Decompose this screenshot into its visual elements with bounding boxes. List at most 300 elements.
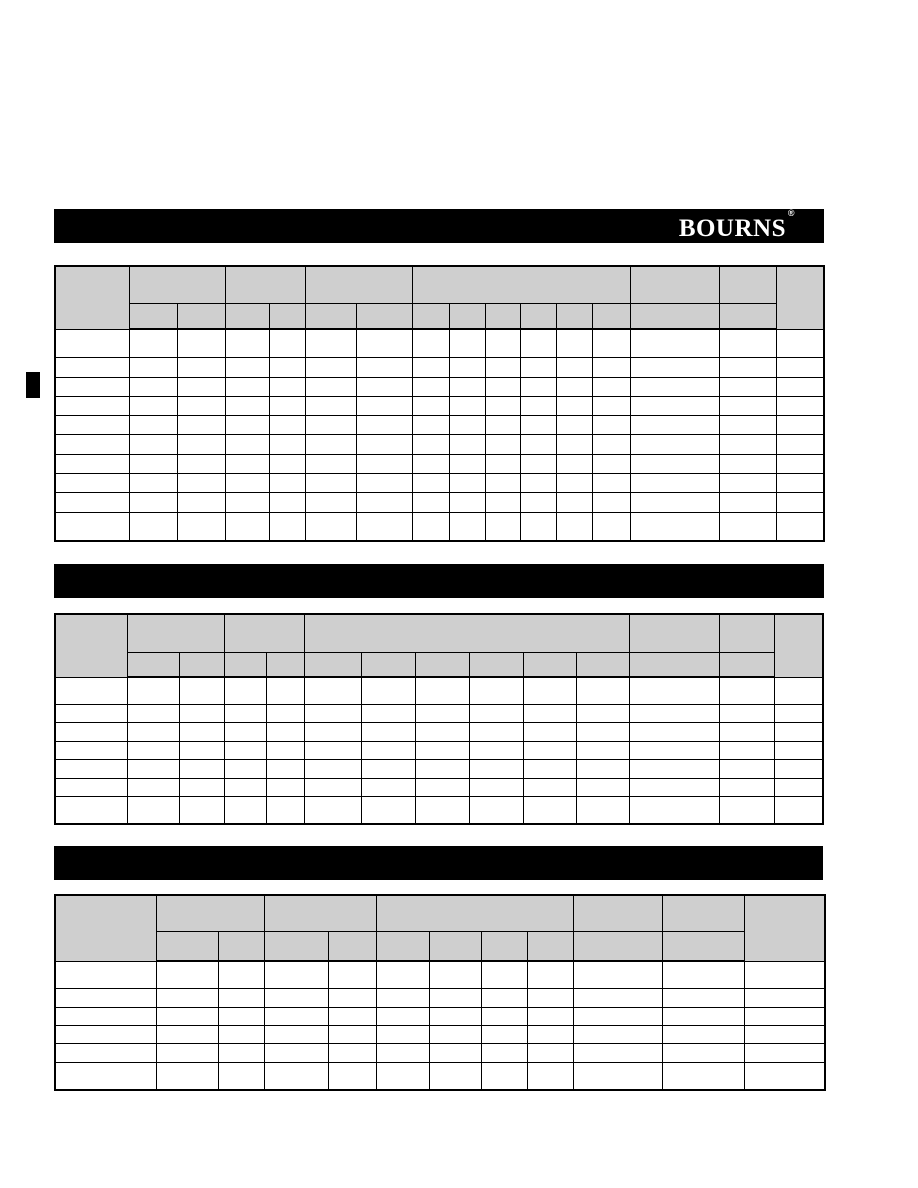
- table-cell: [361, 677, 415, 705]
- table-cell: [177, 512, 225, 541]
- table-cell: [556, 329, 592, 358]
- table-cell: [429, 1062, 481, 1090]
- header-group: [156, 895, 264, 931]
- table-cell: [225, 329, 269, 358]
- table-cell: [662, 1025, 744, 1043]
- table-cell: [776, 377, 824, 396]
- table-cell: [556, 512, 592, 541]
- table-row: [55, 741, 823, 759]
- table-cell: [449, 435, 485, 454]
- table-cell: [485, 493, 520, 512]
- table-cell: [412, 493, 449, 512]
- table-cell: [520, 512, 556, 541]
- table-cell: [744, 1044, 825, 1062]
- table-cell: [218, 989, 264, 1007]
- table-cell: [720, 705, 775, 723]
- table-cell: [527, 961, 573, 989]
- table-cell: [524, 796, 577, 824]
- table-cell: [573, 989, 662, 1007]
- table-cell: [592, 377, 630, 396]
- header-cell: [719, 303, 776, 329]
- table-cell: [361, 796, 415, 824]
- header-group: [127, 614, 224, 652]
- table-cell: [127, 741, 179, 759]
- table-cell: [449, 454, 485, 473]
- table-header: [55, 895, 825, 961]
- table-cell: [556, 454, 592, 473]
- table-cell: [415, 741, 469, 759]
- table-cell: [775, 778, 823, 796]
- table-cell: [267, 778, 305, 796]
- table-cell: [524, 723, 577, 741]
- table-cell: [267, 796, 305, 824]
- table-cell: [225, 723, 267, 741]
- table-cell: [129, 358, 177, 377]
- table-cell: [225, 474, 269, 493]
- bourns-logo: [678, 208, 795, 242]
- table-cell: [776, 358, 824, 377]
- table-cell: [481, 989, 527, 1007]
- table-cell: [592, 358, 630, 377]
- table-cell: [485, 512, 520, 541]
- table-cell: [415, 723, 469, 741]
- table-cell: [524, 741, 577, 759]
- table-row: [55, 377, 824, 396]
- table-cell: [264, 1025, 328, 1043]
- table-cell: [527, 989, 573, 1007]
- header-cell: [577, 652, 629, 677]
- table-cell: [412, 358, 449, 377]
- table-cell: [449, 493, 485, 512]
- table-cell: [127, 760, 179, 778]
- header-cell: [177, 303, 225, 329]
- table-cell: [573, 1044, 662, 1062]
- table-cell: [328, 1007, 376, 1025]
- table-cell: [179, 723, 224, 741]
- table-cell: [305, 778, 361, 796]
- table-cell: [361, 760, 415, 778]
- table-cell: [156, 961, 218, 989]
- table-cell: [520, 435, 556, 454]
- header-group: [629, 614, 719, 652]
- table-cell: [305, 474, 356, 493]
- table-cell: [129, 435, 177, 454]
- table-cell: [361, 723, 415, 741]
- spec-table-1: [54, 265, 825, 542]
- table-header: [55, 266, 824, 329]
- table-cell: [305, 396, 356, 415]
- table-cell: [630, 416, 719, 435]
- table-cell: [55, 493, 129, 512]
- table-cell: [55, 329, 129, 358]
- header-cell: [55, 614, 127, 677]
- table-cell: [577, 677, 629, 705]
- table-cell: [592, 512, 630, 541]
- logo-text: BOURNS: [678, 215, 786, 242]
- table-row: [55, 396, 824, 415]
- table-cell: [776, 474, 824, 493]
- table-cell: [776, 454, 824, 473]
- table-cell: [156, 1062, 218, 1090]
- table-cell: [449, 329, 485, 358]
- table-cell: [744, 1007, 825, 1025]
- table-cell: [776, 493, 824, 512]
- table-cell: [744, 1062, 825, 1090]
- table-cell: [630, 474, 719, 493]
- table-row: [55, 778, 823, 796]
- table-cell: [592, 416, 630, 435]
- table-row: [55, 1007, 825, 1025]
- table-cell: [485, 377, 520, 396]
- table-row: [55, 989, 825, 1007]
- table-cell: [524, 778, 577, 796]
- header-group: [662, 895, 744, 931]
- header-cell: [269, 303, 305, 329]
- table-cell: [177, 358, 225, 377]
- table-cell: [629, 723, 719, 741]
- table-cell: [520, 416, 556, 435]
- table-row: [55, 677, 823, 705]
- table-cell: [527, 1062, 573, 1090]
- header-group: [720, 614, 775, 652]
- table-row: [55, 435, 824, 454]
- table-cell: [225, 512, 269, 541]
- table-cell: [720, 778, 775, 796]
- table-cell: [376, 961, 429, 989]
- table-cell: [55, 723, 127, 741]
- table-cell: [556, 377, 592, 396]
- table-cell: [662, 1007, 744, 1025]
- table-cell: [776, 396, 824, 415]
- table-cell: [269, 377, 305, 396]
- table-cell: [744, 961, 825, 989]
- table-cell: [55, 778, 127, 796]
- header-group: [305, 266, 412, 303]
- table-cell: [719, 454, 776, 473]
- table-cell: [127, 677, 179, 705]
- table-cell: [55, 1062, 156, 1090]
- table-cell: [218, 1044, 264, 1062]
- table-cell: [662, 989, 744, 1007]
- table-cell: [225, 493, 269, 512]
- table-cell: [429, 1044, 481, 1062]
- header-group: [630, 266, 719, 303]
- table-cell: [376, 1062, 429, 1090]
- header-cell: [218, 931, 264, 961]
- table-cell: [225, 778, 267, 796]
- table-cell: [719, 493, 776, 512]
- table-row: [55, 1025, 825, 1043]
- header-cell: [527, 931, 573, 961]
- table-cell: [481, 1044, 527, 1062]
- table-cell: [520, 454, 556, 473]
- table-cell: [264, 1007, 328, 1025]
- table-cell: [556, 416, 592, 435]
- table-cell: [720, 741, 775, 759]
- table-cell: [156, 1007, 218, 1025]
- table-cell: [356, 396, 412, 415]
- table-cell: [218, 1007, 264, 1025]
- table-cell: [225, 796, 267, 824]
- table-cell: [485, 416, 520, 435]
- table-cell: [127, 723, 179, 741]
- table-cell: [55, 961, 156, 989]
- header-cell: [267, 652, 305, 677]
- table-cell: [719, 396, 776, 415]
- table-row: [55, 329, 824, 358]
- table-cell: [156, 1025, 218, 1043]
- table-body: [55, 329, 824, 541]
- header-cell: [305, 303, 356, 329]
- table-cell: [225, 760, 267, 778]
- section-bar-1: [54, 209, 824, 243]
- table-row: [55, 961, 825, 989]
- table-cell: [269, 474, 305, 493]
- table-cell: [55, 796, 127, 824]
- table-cell: [524, 760, 577, 778]
- table-cell: [129, 329, 177, 358]
- header-group: [305, 614, 629, 652]
- header-cell: [485, 303, 520, 329]
- table-cell: [264, 1044, 328, 1062]
- header-cell: [225, 303, 269, 329]
- header-cell: [361, 652, 415, 677]
- table-cell: [356, 377, 412, 396]
- table-row: [55, 705, 823, 723]
- table-body: [55, 961, 825, 1090]
- table-cell: [775, 741, 823, 759]
- table-cell: [225, 416, 269, 435]
- table-cell: [629, 796, 719, 824]
- table-cell: [328, 1025, 376, 1043]
- table-cell: [412, 435, 449, 454]
- table-cell: [218, 961, 264, 989]
- table-cell: [556, 435, 592, 454]
- table-cell: [267, 705, 305, 723]
- table-cell: [481, 961, 527, 989]
- table-cell: [269, 493, 305, 512]
- table-cell: [630, 493, 719, 512]
- table-cell: [356, 329, 412, 358]
- table-cell: [524, 705, 577, 723]
- table-cell: [449, 416, 485, 435]
- table-cell: [177, 396, 225, 415]
- table-cell: [776, 416, 824, 435]
- header-cell: [156, 931, 218, 961]
- header-cell: [328, 931, 376, 961]
- table-cell: [629, 705, 719, 723]
- header-cell: [376, 931, 429, 961]
- table-cell: [485, 329, 520, 358]
- table-cell: [305, 741, 361, 759]
- table-cell: [177, 329, 225, 358]
- table-cell: [305, 512, 356, 541]
- table-cell: [267, 677, 305, 705]
- table-cell: [556, 493, 592, 512]
- table-cell: [356, 435, 412, 454]
- header-cell: [415, 652, 469, 677]
- table-cell: [629, 677, 719, 705]
- table-cell: [225, 454, 269, 473]
- table-cell: [415, 778, 469, 796]
- table-cell: [719, 474, 776, 493]
- section-bar-3: [54, 846, 823, 880]
- header-cell: [776, 266, 824, 329]
- table-cell: [328, 1062, 376, 1090]
- table-cell: [305, 329, 356, 358]
- table-cell: [520, 396, 556, 415]
- table-cell: [267, 741, 305, 759]
- table-cell: [356, 454, 412, 473]
- table-cell: [179, 760, 224, 778]
- table-cell: [55, 358, 129, 377]
- table-cell: [485, 474, 520, 493]
- table-cell: [328, 1044, 376, 1062]
- section-bar-2: [54, 564, 824, 598]
- table-cell: [218, 1062, 264, 1090]
- header-cell: [481, 931, 527, 961]
- table-cell: [429, 1007, 481, 1025]
- table-cell: [719, 416, 776, 435]
- header-cell: [524, 652, 577, 677]
- table-cell: [305, 677, 361, 705]
- table-cell: [449, 396, 485, 415]
- table-cell: [55, 760, 127, 778]
- table-cell: [662, 1044, 744, 1062]
- table-cell: [129, 377, 177, 396]
- table-cell: [485, 454, 520, 473]
- table-cell: [775, 760, 823, 778]
- header-cell: [556, 303, 592, 329]
- header-cell: [356, 303, 412, 329]
- header-cell: [744, 895, 825, 961]
- header-cell: [412, 303, 449, 329]
- table-cell: [719, 329, 776, 358]
- table-cell: [481, 1025, 527, 1043]
- table-cell: [775, 705, 823, 723]
- table-cell: [55, 416, 129, 435]
- header-cell: [720, 652, 775, 677]
- table-cell: [470, 741, 524, 759]
- table-cell: [328, 961, 376, 989]
- table-cell: [527, 1025, 573, 1043]
- table-row: [55, 474, 824, 493]
- table-cell: [719, 512, 776, 541]
- table-cell: [520, 474, 556, 493]
- table-cell: [55, 1044, 156, 1062]
- header-cell: [264, 931, 328, 961]
- table-cell: [485, 435, 520, 454]
- table-cell: [573, 961, 662, 989]
- header-group: [129, 266, 225, 303]
- table-cell: [269, 454, 305, 473]
- table-cell: [592, 493, 630, 512]
- table-cell: [129, 493, 177, 512]
- table-cell: [776, 512, 824, 541]
- table-cell: [55, 677, 127, 705]
- table-cell: [720, 677, 775, 705]
- table-cell: [592, 454, 630, 473]
- spec-table-2: [54, 613, 824, 825]
- table-cell: [577, 760, 629, 778]
- table-cell: [55, 454, 129, 473]
- table-cell: [225, 705, 267, 723]
- table-row: [55, 1044, 825, 1062]
- table-cell: [177, 416, 225, 435]
- table-cell: [225, 358, 269, 377]
- header-cell: [592, 303, 630, 329]
- table-cell: [55, 989, 156, 1007]
- table-cell: [267, 760, 305, 778]
- table-cell: [573, 1062, 662, 1090]
- table-cell: [305, 454, 356, 473]
- table-cell: [527, 1007, 573, 1025]
- header-cell: [225, 652, 267, 677]
- table-cell: [470, 677, 524, 705]
- table-cell: [127, 796, 179, 824]
- table-cell: [129, 416, 177, 435]
- table-cell: [719, 377, 776, 396]
- table-row: [55, 512, 824, 541]
- table-cell: [225, 741, 267, 759]
- header-cell: [179, 652, 224, 677]
- table-cell: [55, 705, 127, 723]
- table-cell: [305, 796, 361, 824]
- table-cell: [573, 1007, 662, 1025]
- table-cell: [55, 1025, 156, 1043]
- table-cell: [356, 512, 412, 541]
- table-cell: [520, 377, 556, 396]
- table-cell: [630, 454, 719, 473]
- side-index-tab: [26, 372, 40, 398]
- table-cell: [269, 396, 305, 415]
- table-cell: [305, 705, 361, 723]
- header-cell: [775, 614, 823, 677]
- table-cell: [177, 474, 225, 493]
- table-cell: [129, 454, 177, 473]
- table-cell: [470, 723, 524, 741]
- table-cell: [156, 1044, 218, 1062]
- table-cell: [269, 416, 305, 435]
- table-cell: [719, 358, 776, 377]
- table-cell: [775, 796, 823, 824]
- spec-table-3: [54, 894, 826, 1091]
- table-cell: [412, 512, 449, 541]
- table-cell: [592, 396, 630, 415]
- table-cell: [429, 961, 481, 989]
- table-cell: [577, 778, 629, 796]
- table-row: [55, 1062, 825, 1090]
- table-cell: [520, 329, 556, 358]
- table-cell: [720, 796, 775, 824]
- header-cell: [127, 652, 179, 677]
- table-cell: [470, 778, 524, 796]
- table-cell: [630, 512, 719, 541]
- table-cell: [356, 474, 412, 493]
- table-cell: [630, 329, 719, 358]
- table-cell: [412, 474, 449, 493]
- header-group: [225, 266, 305, 303]
- table-cell: [179, 741, 224, 759]
- header-cell: [630, 303, 719, 329]
- header-group: [225, 614, 305, 652]
- table-cell: [267, 723, 305, 741]
- header-cell: [470, 652, 524, 677]
- header-cell: [55, 895, 156, 961]
- table-cell: [630, 396, 719, 415]
- table-cell: [744, 989, 825, 1007]
- table-cell: [592, 474, 630, 493]
